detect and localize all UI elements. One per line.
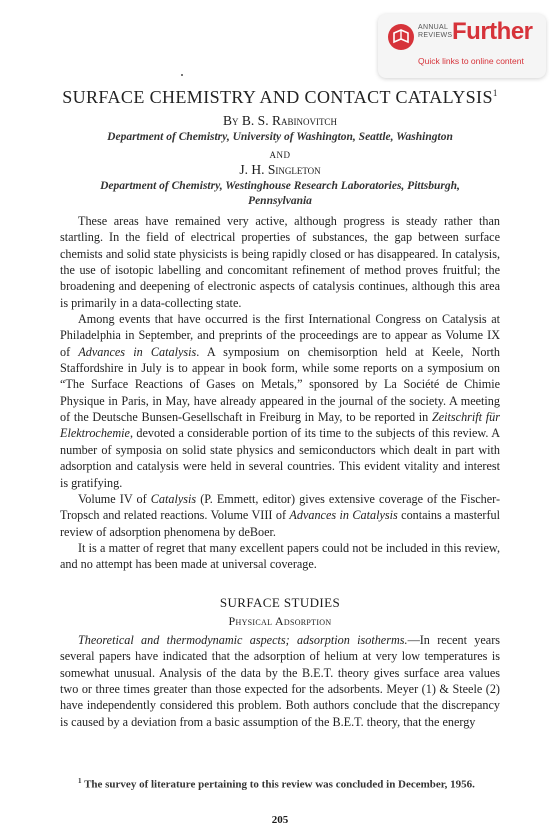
author-2: J. H. Singleton: [239, 162, 321, 177]
paragraph-intro: These areas have remained very active, although progress is steady rather than startling. In the field of electrical properties of substances, the gap between surface chemists and solid state physicists is being rapidly closed or has disappeared. In catalysis, the use of isotopic labelling and concomitant refinement of method proves fruitful; the broadening and deepening of electronic aspects of catalysis continues, although this area is primarily in a data-collecting state.: [60, 214, 500, 310]
paragraph-volumes: Volume IV of Catalysis (P. Emmett, editor) gives extensive coverage of the Fischer-Tropsch and related reactions. Volume VIII of Advances in Catalysis contains a masterful review of adsorption phenomena by deBoer.: [60, 491, 501, 539]
further-label: Further: [452, 18, 533, 45]
title-footnote-mark: 1: [492, 88, 498, 98]
body-text: [60, 213, 500, 573]
section-heading: SURFACE STUDIES: [219, 595, 341, 610]
affiliation-2-line2: Pennsylvania: [248, 195, 312, 207]
paragraph-events: Among events that have occurred is the first International Congress on Catalysis at Philadelphia in September, and preprints of the proceedings are to appear as Volume IX of Advances in Catalysis. A symposium on chemisorption held at Keele, North Staffordshire in July is to appear in book form, while some reports on a symposium on “The Surface Reactions of Gases on Metals,” sponsored by La Société de Chimie Physique in Paris, in May, have already appeared in the journal of the society. A meeting of the Deutsche Bunsen-Gesellschaft in Freiburg in May, to be reported in Zeitschrift für Elektrochemie, devoted a considerable portion of its time to the subjects of this review. A number of symposia on solid state physics and semiconductors which dealt in part with adsorption and catalysis were held in several countries. This evident vitality and interest is gratifying.: [60, 312, 501, 490]
article-title: SURFACE CHEMISTRY AND CONTACT CATALYSIS$^1$: [62, 87, 498, 107]
paragraph-regret: It is a matter of regret that many excellent papers could not be included in this review, and no attempt has been made at universal coverage.: [60, 540, 500, 572]
and-separator: AND: [269, 150, 291, 160]
footnote-text: The survey of literature pertaining to this review was concluded in December, 1956.: [84, 778, 475, 791]
paragraph-adsorption: [60, 632, 500, 730]
section-body: [60, 632, 500, 730]
affiliation-2-line1: Department of Chemistry, Westinghouse Research Laboratories, Pittsburgh,: [100, 180, 460, 192]
footnote-mark: 1: [78, 777, 82, 785]
annual-reviews-further-banner[interactable]: [378, 14, 546, 78]
run-in-heading: Theoretical and thermodynamic aspects; adsorption isotherms.: [78, 633, 408, 647]
adsorption-text: —In recent years several papers have indicated that the adsorption of helium at very low temperatures is somewhat unusual. Analysis of the data by the B.E.T. theory gives surface area values two or three times greater than those expected for the adsorbents. Meyer (1) & Steele (2) have independently considered this problem. Both authors conclude that the discrepancy is caused by a deviation from a basic assumption of the B.E.T. theory, that the energy: [60, 633, 500, 729]
author-1: By B. S. Rabinovitch: [223, 113, 337, 128]
stray-mark: [181, 74, 183, 76]
footnote: [60, 774, 500, 793]
page-number: 205: [271, 814, 289, 826]
subsection-heading: Physical Adsorption: [228, 614, 332, 628]
annual-reviews-wordmark: ANNUAL REVIEWS: [418, 24, 453, 39]
affiliation-1: Department of Chemistry, University of Washington, Seattle, Washington: [107, 131, 453, 143]
further-tagline: Quick links to online content: [418, 56, 524, 66]
annual-reviews-logo-icon: [388, 24, 414, 50]
